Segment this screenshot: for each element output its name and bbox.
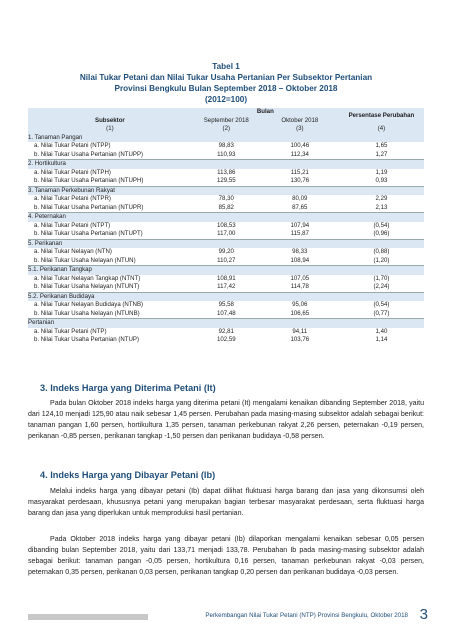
value-percent: 1,65 — [375, 142, 388, 149]
value-percent: 2,29 — [375, 195, 388, 202]
value-september: 78,30 — [218, 195, 234, 202]
row-label: a. Nilai Tukar Petani (NTPH) — [34, 168, 111, 176]
page-number: 3 — [419, 606, 428, 623]
row-label: a. Nilai Tukar Petani (NTP) — [34, 327, 107, 335]
value-oktober: 130,76 — [290, 177, 310, 184]
value-september: 108,53 — [216, 221, 236, 229]
table-subtitle: Provinsi Bengkulu Bulan September 2018 – Oktober 2018 — [114, 84, 338, 93]
value-september: 110,93 — [217, 150, 236, 158]
col-bulan: Bulan — [192, 108, 339, 117]
value-percent: (0,88) — [373, 248, 390, 255]
value-september: 85,82 — [218, 203, 234, 211]
table-row — [28, 177, 424, 186]
row-label: b. Nilai Tukar Usaha Nelayan (NTUNT) — [34, 283, 140, 290]
header-row-1 — [28, 108, 424, 117]
value-september: 113,86 — [217, 168, 236, 176]
group-label: 5.1. Perikanan Tangkap — [28, 266, 424, 275]
row-label: b. Nilai Tukar Usaha Nelayan (NTUNB) — [34, 309, 140, 317]
section-3-heading: 3. Indeks Harga yang Diterima Petani (It) — [40, 383, 216, 393]
group-label: 3. Tanaman Perkebunan Rakyat — [28, 186, 424, 195]
row-label: b. Nilai Tukar Usaha Pertanian (NTUPH) — [34, 177, 144, 184]
table-row — [28, 222, 424, 231]
table-row — [28, 275, 424, 284]
value-percent: (0,54) — [373, 221, 390, 229]
value-percent: (1,20) — [373, 256, 390, 264]
section-3-paragraph: Pada bulan Oktober 2018 indeks harga yang diterima petani (It) mengalami kenaikan dibanding September 2018, yaitu dari 124,10 menjadi 125,90 atau naik sebesar 1,45 persen. Perubahan pada masing-masing subsektor adalah sebagai berikut: tanaman pangan 1,60 persen, hortikultura 1,35 persen, tanaman perkebunan rakyat 2,26 persen, peternakan -0,19 persen, perikanan -0,85 persen, perikanan tangkap -1,50 persen dan perikanan budidaya -0,58 persen. — [28, 400, 424, 440]
value-september: 95,58 — [218, 301, 234, 308]
col-subsektor: Subsektor — [28, 108, 192, 125]
row-label: a. Nilai Tukar Nelayan Tangkap (NTNT) — [34, 274, 141, 282]
group-label: 2. Hortikultura — [28, 160, 424, 169]
row-label: b. Nilai Tukar Usaha Pertanian (NTUPT) — [34, 230, 143, 237]
col-num-2: (2) — [192, 125, 261, 134]
value-percent: (0,54) — [373, 301, 390, 308]
value-september: 98,83 — [218, 142, 234, 149]
value-percent: (0,96) — [373, 230, 390, 237]
group-label: 5. Perikanan — [28, 239, 424, 248]
group-label: 1. Tanaman Pangan — [28, 134, 424, 143]
group-label: Pertanian — [28, 319, 424, 328]
value-percent: 1,40 — [375, 327, 388, 335]
row-label: a. Nilai Tukar Petani (NTPT) — [34, 221, 111, 229]
table-group-row — [28, 319, 424, 328]
table-group-row — [28, 186, 424, 195]
table-row — [28, 336, 424, 345]
value-percent: 1,19 — [375, 168, 388, 176]
value-oktober: 114,78 — [290, 283, 309, 290]
table-row — [28, 195, 424, 204]
table-row — [28, 310, 424, 319]
col-persentase: Persentase Perubahan — [339, 108, 424, 125]
value-oktober: 107,05 — [290, 274, 310, 282]
table-row — [28, 248, 424, 257]
value-percent: (0,77) — [373, 309, 390, 317]
table-row — [28, 301, 424, 310]
footer-text: Perkembangan Nilai Tukar Petani (NTP) Provinsi Bengkulu, Oktober 2018 — [205, 612, 408, 619]
value-september: 107,48 — [216, 309, 236, 317]
value-oktober: 94,11 — [292, 327, 308, 335]
table-row — [28, 151, 424, 160]
value-percent: 0,93 — [375, 177, 388, 184]
table-group-row — [28, 134, 424, 143]
value-september: 102,59 — [216, 336, 236, 343]
row-label: b. Nilai Tukar Usaha Pertanian (NTUPR) — [34, 203, 144, 211]
header-row-numbers — [28, 125, 424, 134]
value-percent: 1,14 — [375, 336, 388, 343]
value-oktober: 115,87 — [290, 230, 309, 237]
table-label: Tabel 1 — [212, 62, 240, 71]
group-label: 5.2. Perikanan Budidaya — [28, 292, 424, 301]
row-label: b. Nilai Tukar Usaha Nelayan (NTUN) — [34, 256, 136, 264]
value-september: 129,55 — [216, 177, 236, 184]
value-percent: 2,13 — [375, 203, 388, 211]
table-group-row — [28, 160, 424, 169]
table-row — [28, 169, 424, 178]
col-num-1: (1) — [28, 125, 192, 134]
value-oktober: 115,21 — [290, 168, 309, 176]
value-percent: (2,24) — [373, 283, 390, 290]
footer-bar — [28, 614, 148, 620]
table-group-row — [28, 239, 424, 248]
value-september: 117,00 — [217, 230, 236, 237]
section-4-heading: 4. Indeks Harga yang Dibayar Petani (Ib) — [40, 470, 216, 480]
row-label: a. Nilai Tukar Nelayan Budidaya (NTNB) — [34, 301, 144, 308]
value-oktober: 112,34 — [290, 150, 309, 158]
row-label: a. Nilai Tukar Nelayan (NTN) — [34, 248, 112, 255]
table-row — [28, 230, 424, 239]
table-row — [28, 328, 424, 337]
value-oktober: 103,76 — [290, 336, 310, 343]
value-oktober: 108,94 — [290, 256, 310, 264]
value-september: 92,81 — [218, 327, 234, 335]
table-base-year: (2012=100) — [204, 95, 248, 104]
col-num-4: (4) — [339, 125, 424, 134]
row-label: a. Nilai Tukar Petani (NTPR) — [34, 195, 111, 202]
section-4-paragraph-2: Pada Oktober 2018 indeks harga yang dibayar petani (Ib) dilaporkan mengalami kenaikan sebesar 0,05 persen dibanding bulan September 2018, yaitu dari 133,71 menjadi 133,78. Perubahan Ib pada masing-masing subsektor adalah sebagai berikut: tanaman pangan -0,05 persen, hortikultura 0,16 persen, tanaman perkebunan rakyat -0,03 persen, peternakan 0,35 persen, perikanan 0,03 persen, perikanan tangkap 0,20 persen dan perikanan budidaya -0,03 persen. — [28, 536, 424, 576]
table-group-row — [28, 213, 424, 222]
group-label: 4. Peternakan — [28, 213, 424, 222]
row-label: b. Nilai Tukar Usaha Pertanian (NTUP) — [34, 336, 139, 343]
col-september: September 2018 — [192, 117, 261, 126]
value-oktober: 107,94 — [290, 221, 310, 229]
col-num-3: (3) — [261, 125, 339, 134]
value-oktober: 95,06 — [292, 301, 308, 308]
table-row — [28, 283, 424, 292]
section-4-paragraph-1: Melalui indeks harga yang dibayar petani (Ib) dapat dilihat fluktuasi harga barang dan jasa yang dikonsumsi oleh masyarakat perdesaan, khususnya petani yang merupakan bagian terbesar masyarakat perdesaan, serta fluktuasi harga barang dan jasa yang diperlukan untuk memproduksi hasil pertanian. — [28, 488, 424, 517]
ntp-table — [28, 108, 424, 345]
table-group-row — [28, 266, 424, 275]
value-oktober: 100,46 — [290, 142, 310, 149]
row-label: a. Nilai Tukar Petani (NTPP) — [34, 142, 111, 149]
value-oktober: 98,33 — [292, 248, 308, 255]
value-september: 99,20 — [218, 248, 234, 255]
col-oktober: Oktober 2018 — [261, 117, 339, 126]
value-oktober: 106,65 — [290, 309, 310, 317]
value-percent: 1,27 — [375, 150, 388, 158]
table-row — [28, 142, 424, 151]
table-group-row — [28, 292, 424, 301]
value-september: 117,42 — [217, 283, 236, 290]
table-row — [28, 204, 424, 213]
row-label: b. Nilai Tukar Usaha Pertanian (NTUPP) — [34, 150, 144, 158]
value-september: 108,91 — [216, 274, 236, 282]
table-title: Nilai Tukar Petani dan Nilai Tukar Usaha Pertanian Per Subsektor Pertanian — [79, 73, 373, 82]
value-oktober: 80,09 — [292, 195, 308, 202]
value-oktober: 87,65 — [292, 203, 308, 211]
table-row — [28, 257, 424, 266]
value-percent: (1,70) — [373, 274, 390, 282]
value-september: 110,27 — [217, 256, 236, 264]
